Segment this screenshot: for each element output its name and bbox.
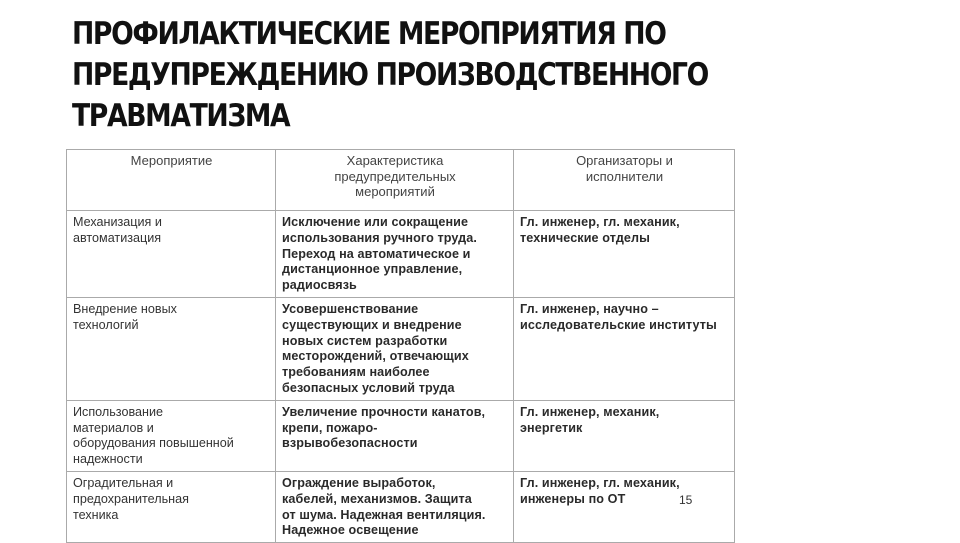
cell-measure [67, 211, 276, 298]
cell-line: существующих и внедрение [282, 317, 462, 332]
cell-line: взрывобезопасности [282, 436, 418, 451]
table-row [67, 400, 735, 471]
cell-line: Гл. инженер, гл. механик, [520, 215, 680, 229]
measures-table-container [66, 149, 734, 538]
cell-line: Увеличение прочности канатов, [282, 404, 486, 419]
table-header-row [67, 150, 735, 211]
cell-line: материалов и [73, 420, 154, 435]
header-executors [514, 150, 735, 211]
cell-line: месторождений, отвечающих [282, 349, 469, 364]
header-line: Организаторы и [576, 153, 673, 168]
cell-description [276, 211, 514, 298]
header-line: исполнители [585, 168, 664, 184]
cell-description [276, 400, 514, 471]
cell-measure [67, 471, 276, 542]
cell-line: исследовательские институты [520, 317, 717, 332]
cell-line: Ограждение выработок, [282, 475, 436, 490]
cell-line: предохранительная [73, 491, 189, 506]
cell-line: оборудования повышенной [73, 436, 234, 451]
cell-executors [514, 297, 735, 400]
cell-line: Гл. инженер, гл. механик, [520, 475, 680, 490]
cell-description [276, 471, 514, 542]
cell-line: дистанционное управление, [282, 262, 463, 277]
header-description [276, 150, 514, 211]
cell-line: Переход на автоматическое и [282, 246, 471, 261]
cell-line: технические отделы [520, 230, 650, 245]
cell-line: Использование [73, 404, 163, 419]
cell-line: техника [73, 507, 119, 522]
cell-line: радиосвязь [282, 278, 357, 293]
page-number: 15 [679, 493, 693, 507]
cell-line: автоматизация [73, 230, 162, 245]
cell-line: крепи, пожаро- [282, 420, 378, 435]
cell-line: Надежное освещение [282, 523, 419, 538]
cell-line: Оградительная и [73, 475, 174, 490]
cell-executors [514, 400, 735, 471]
cell-line: технологий [73, 317, 139, 332]
cell-line: новых систем разработки [282, 333, 448, 348]
slide-title [72, 14, 708, 137]
cell-line: требованиям наиболее [282, 365, 430, 380]
cell-measure [67, 400, 276, 471]
header-line: Характеристика [346, 153, 444, 168]
header-line: мероприятий [355, 184, 435, 199]
cell-line: Механизация и [73, 215, 162, 229]
cell-line: кабелей, механизмов. Защита [282, 491, 472, 506]
cell-line: безопасных условий труда [282, 380, 455, 395]
cell-description [276, 297, 514, 400]
cell-line: от шума. Надежная вентиляция. [282, 507, 486, 522]
measures-table [66, 149, 735, 543]
cell-line: использования ручного труда. [282, 230, 477, 245]
cell-line: инженеры по ОТ [520, 491, 626, 506]
cell-line: Гл. инженер, научно – [520, 301, 659, 316]
cell-measure [67, 297, 276, 400]
header-line: Мероприятие [130, 153, 213, 168]
cell-line: Гл. инженер, механик, [520, 404, 660, 419]
cell-line: надежности [73, 452, 143, 467]
cell-line: Исключение или сокращение [282, 215, 469, 229]
cell-line: энергетик [520, 420, 583, 435]
header-measure [67, 150, 276, 211]
title-line: ПРОФИЛАКТИЧЕСКИЕ МЕРОПРИЯТИЯ ПО [72, 16, 666, 52]
cell-line: Усовершенствование [282, 301, 419, 316]
cell-line: Внедрение новых [73, 301, 177, 316]
table-row [67, 297, 735, 400]
table-row [67, 471, 735, 542]
title-line: ТРАВМАТИЗМА [72, 98, 290, 134]
table-row [67, 211, 735, 298]
cell-executors [514, 471, 735, 542]
cell-executors [514, 211, 735, 298]
title-line: ПРЕДУПРЕЖДЕНИЮ ПРОИЗВОДСТВЕННОГО [72, 57, 708, 93]
header-line: предупредительных [334, 168, 456, 184]
